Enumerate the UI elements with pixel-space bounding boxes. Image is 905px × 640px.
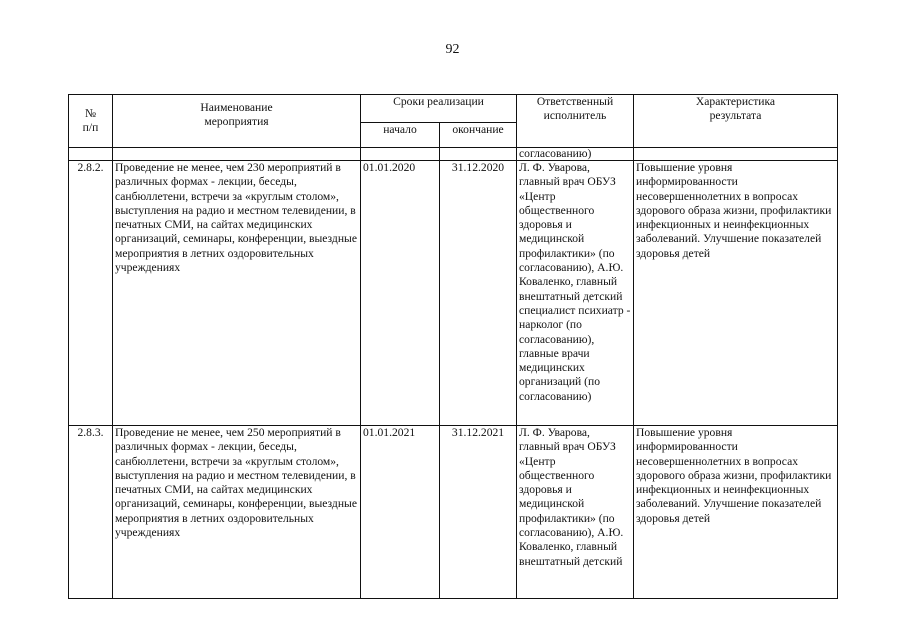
row-name: Проведение не менее, чем 230 мероприятий в различных формах - лекции, беседы, санбюллетени, встречи за «круглым столом», выступления на радио и местном телевидении, в печатных СМИ, на сайтах медицинских организаций, семинары, конференции, выездные мероприятия в летних оздоровительных учреждениях [113, 161, 361, 426]
header-name: Наименование мероприятия [113, 95, 361, 148]
header-num: № п/п [69, 95, 113, 148]
row-end: 31.12.2020 [440, 161, 517, 426]
row-end: 31.12.2021 [440, 426, 517, 599]
row-num: 2.8.3. [69, 426, 113, 599]
header-end: окончание [440, 123, 517, 148]
row-responsible: Л. Ф. Уварова, главный врач ОБУЗ «Центр общественного здоровья и медицинской профилактики» (по согласованию), А.Ю. Коваленко, главный внештатный детский специалист психиатр - нарколог (по согласованию), главные врачи медицинских организаций (по согласованию) [517, 161, 634, 426]
activities-table [68, 94, 838, 599]
table-row [69, 161, 838, 426]
row-result: Повышение уровня информированности несовершеннолетних в вопросах здорового образа жизни, профилактики инфекционных и неинфекционных заболеваний. Улучшение показателей здоровья детей [634, 161, 838, 426]
header-result: Характеристика результата [634, 95, 838, 148]
row-name: Проведение не менее, чем 250 мероприятий в различных формах - лекции, беседы, санбюллетени, встречи за «круглым столом», выступления на радио и местном телевидении, в печатных СМИ, на сайтах медицинских организаций, семинары, конференции, выездные мероприятия в летних оздоровительных учреждениях [113, 426, 361, 599]
header-row [69, 95, 838, 123]
row-start: 01.01.2020 [361, 161, 440, 426]
cont-start [361, 148, 440, 161]
cont-name [113, 148, 361, 161]
page-number: 92 [445, 42, 460, 57]
row-responsible: Л. Ф. Уварова, главный врач ОБУЗ «Центр общественного здоровья и медицинской профилактики» (по согласованию), А.Ю. Коваленко, главный внештатный детский [517, 426, 634, 599]
cont-end [440, 148, 517, 161]
table-row [69, 426, 838, 599]
header-responsible: Ответственный исполнитель [517, 95, 634, 148]
header-terms: Сроки реализации [361, 95, 517, 123]
row-start: 01.01.2021 [361, 426, 440, 599]
cont-responsible: согласованию) [517, 148, 634, 161]
row-num: 2.8.2. [69, 161, 113, 426]
cont-result [634, 148, 838, 161]
continuation-row [69, 148, 838, 161]
row-result: Повышение уровня информированности несовершеннолетних в вопросах здорового образа жизни, профилактики инфекционных и неинфекционных заболеваний. Улучшение показателей здоровья детей [634, 426, 838, 599]
cont-num [69, 148, 113, 161]
header-start: начало [361, 123, 440, 148]
